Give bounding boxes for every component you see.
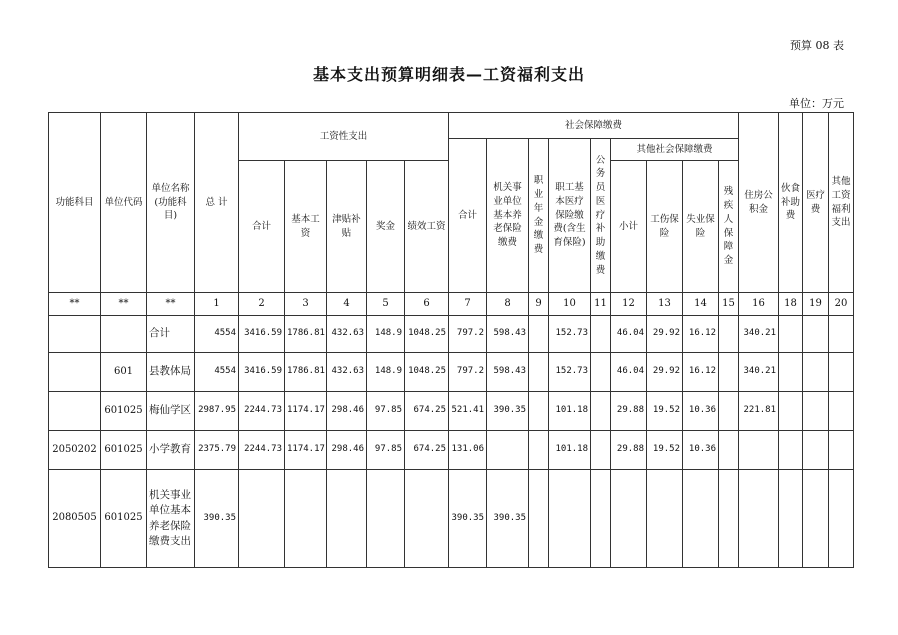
header-unemployment: 失业保险 [683,161,719,293]
amount-cell [591,392,611,431]
header-housing-fund: 住房公积金 [739,113,779,293]
amount-cell [683,470,719,568]
table-row [49,316,854,353]
amount-cell [829,316,854,353]
column-number: 18 [779,293,803,316]
amount-cell: 101.18 [549,392,591,431]
amount-cell: 1786.81 [285,316,327,353]
func-subject-cell: 2050202 [49,431,101,470]
header-salary-total: 合计 [239,161,285,293]
amount-cell: 298.46 [327,392,367,431]
amount-cell [327,470,367,568]
amount-cell: 2987.95 [195,392,239,431]
amount-cell: 390.35 [449,470,487,568]
amount-cell [529,431,549,470]
amount-cell [779,392,803,431]
amount-cell: 29.92 [647,353,683,392]
column-number: 10 [549,293,591,316]
amount-cell: 97.85 [367,431,405,470]
func-subject-cell: 2080505 [49,470,101,568]
amount-cell: 4554 [195,316,239,353]
amount-cell [591,353,611,392]
amount-cell [719,353,739,392]
amount-cell [591,431,611,470]
amount-cell: 16.12 [683,353,719,392]
header-annuity: 职业年金缴费 [529,139,549,293]
amount-cell [487,431,529,470]
amount-cell: 1786.81 [285,353,327,392]
header-pension: 机关事业单位基本养老保险缴费 [487,139,529,293]
amount-cell: 598.43 [487,316,529,353]
column-number: 13 [647,293,683,316]
amount-cell: 97.85 [367,392,405,431]
column-number: ** [101,293,147,316]
header-bonus: 奖金 [367,161,405,293]
column-number: ** [147,293,195,316]
amount-cell: 221.81 [739,392,779,431]
amount-cell: 432.63 [327,316,367,353]
amount-cell: 152.73 [549,316,591,353]
amount-cell [829,431,854,470]
header-performance: 绩效工资 [405,161,449,293]
column-number: 9 [529,293,549,316]
amount-cell: 390.35 [487,470,529,568]
amount-cell [529,392,549,431]
amount-cell [405,470,449,568]
table-row [49,392,854,431]
amount-cell [367,470,405,568]
amount-cell [779,470,803,568]
amount-cell [779,316,803,353]
column-number: 6 [405,293,449,316]
amount-cell [779,431,803,470]
amount-cell: 131.06 [449,431,487,470]
unit-name-cell: 合计 [147,316,195,353]
amount-cell: 1174.17 [285,392,327,431]
amount-cell [829,470,854,568]
header-civil-medical: 公务员医疗补助缴费 [591,139,611,293]
unit-name-cell: 小学教育 [147,431,195,470]
column-number-row [49,293,854,316]
amount-cell: 46.04 [611,353,647,392]
column-number: 16 [739,293,779,316]
amount-cell [803,353,829,392]
column-number: 2 [239,293,285,316]
column-number: 7 [449,293,487,316]
column-number: 4 [327,293,367,316]
header-unit-code: 单位代码 [101,113,147,293]
amount-cell [549,470,591,568]
amount-cell [719,392,739,431]
unit-name-cell: 梅仙学区 [147,392,195,431]
column-number: 11 [591,293,611,316]
header-allowance: 津贴补贴 [327,161,367,293]
amount-cell: 390.35 [195,470,239,568]
amount-cell [529,470,549,568]
header-social-total: 合计 [449,139,487,293]
amount-cell: 2244.73 [239,431,285,470]
header-salary-group: 工资性支出 [239,113,449,161]
amount-cell: 29.92 [647,316,683,353]
column-number: 19 [803,293,829,316]
amount-cell [647,470,683,568]
amount-cell [529,353,549,392]
unit-code-cell [101,316,147,353]
unit-code-cell: 601025 [101,431,147,470]
amount-cell: 10.36 [683,431,719,470]
column-number: 3 [285,293,327,316]
amount-cell [719,316,739,353]
column-number: 20 [829,293,854,316]
table-row [49,431,854,470]
column-number: ** [49,293,101,316]
amount-cell [803,316,829,353]
amount-cell: 2244.73 [239,392,285,431]
unit-name-cell: 机关事业单位基本养老保险缴费支出 [147,470,195,568]
header-social-group: 社会保障缴费 [449,113,739,139]
budget-table [48,112,854,568]
header-other-subtotal: 小计 [611,161,647,293]
amount-cell: 148.9 [367,316,405,353]
amount-cell: 521.41 [449,392,487,431]
header-medical-fee: 医疗费 [803,113,829,293]
amount-cell: 46.04 [611,316,647,353]
column-number: 15 [719,293,739,316]
column-number: 1 [195,293,239,316]
amount-cell: 152.73 [549,353,591,392]
amount-cell: 4554 [195,353,239,392]
amount-cell [829,353,854,392]
amount-cell: 3416.59 [239,316,285,353]
page-title: 基本支出预算明细表—工资福利支出 [312,65,585,84]
amount-cell [529,316,549,353]
amount-cell: 797.2 [449,316,487,353]
header-other-welfare: 其他工资福利支出 [829,113,854,293]
amount-cell: 148.9 [367,353,405,392]
amount-cell: 674.25 [405,431,449,470]
func-subject-cell [49,353,101,392]
header-meal-subsidy: 伙食补助费 [779,113,803,293]
header-injury: 工伤保险 [647,161,683,293]
amount-cell: 16.12 [683,316,719,353]
table-row [49,470,854,568]
unit-code-cell: 601 [101,353,147,392]
amount-cell: 390.35 [487,392,529,431]
amount-cell: 29.88 [611,392,647,431]
amount-cell: 2375.79 [195,431,239,470]
amount-cell [719,431,739,470]
table-row [49,353,854,392]
column-number: 14 [683,293,719,316]
amount-cell [591,470,611,568]
header-other-social-group: 其他社会保障缴费 [611,139,739,161]
unit-name-cell: 县教体局 [147,353,195,392]
column-number: 5 [367,293,405,316]
amount-cell [803,470,829,568]
amount-cell: 797.2 [449,353,487,392]
header-medical: 职工基本医疗保险缴费(含生育保险) [549,139,591,293]
header-basic-salary: 基本工资 [285,161,327,293]
amount-cell [285,470,327,568]
amount-cell: 101.18 [549,431,591,470]
column-number: 12 [611,293,647,316]
amount-cell [611,470,647,568]
amount-cell: 340.21 [739,353,779,392]
func-subject-cell [49,392,101,431]
amount-cell: 29.88 [611,431,647,470]
amount-cell: 674.25 [405,392,449,431]
amount-cell: 1048.25 [405,316,449,353]
header-total: 总 计 [195,113,239,293]
func-subject-cell [49,316,101,353]
amount-cell: 3416.59 [239,353,285,392]
amount-cell [239,470,285,568]
header-disability: 残疾人保障金 [719,161,739,293]
amount-cell [779,353,803,392]
column-number: 8 [487,293,529,316]
amount-cell: 10.36 [683,392,719,431]
amount-cell [739,470,779,568]
amount-cell: 19.52 [647,392,683,431]
amount-cell [803,392,829,431]
amount-cell: 598.43 [487,353,529,392]
amount-cell: 1174.17 [285,431,327,470]
amount-cell: 1048.25 [405,353,449,392]
amount-cell: 298.46 [327,431,367,470]
amount-cell [591,316,611,353]
amount-cell: 340.21 [739,316,779,353]
amount-cell: 432.63 [327,353,367,392]
amount-cell [829,392,854,431]
amount-cell [719,470,739,568]
header-func-subject: 功能科目 [49,113,101,293]
form-code: 预算 08 表 [790,39,844,52]
amount-cell [739,431,779,470]
amount-cell: 19.52 [647,431,683,470]
amount-cell [803,431,829,470]
header-unit-name: 单位名称(功能科目) [147,113,195,293]
unit-label: 单位：万元 [789,97,844,110]
unit-code-cell: 601025 [101,470,147,568]
unit-code-cell: 601025 [101,392,147,431]
